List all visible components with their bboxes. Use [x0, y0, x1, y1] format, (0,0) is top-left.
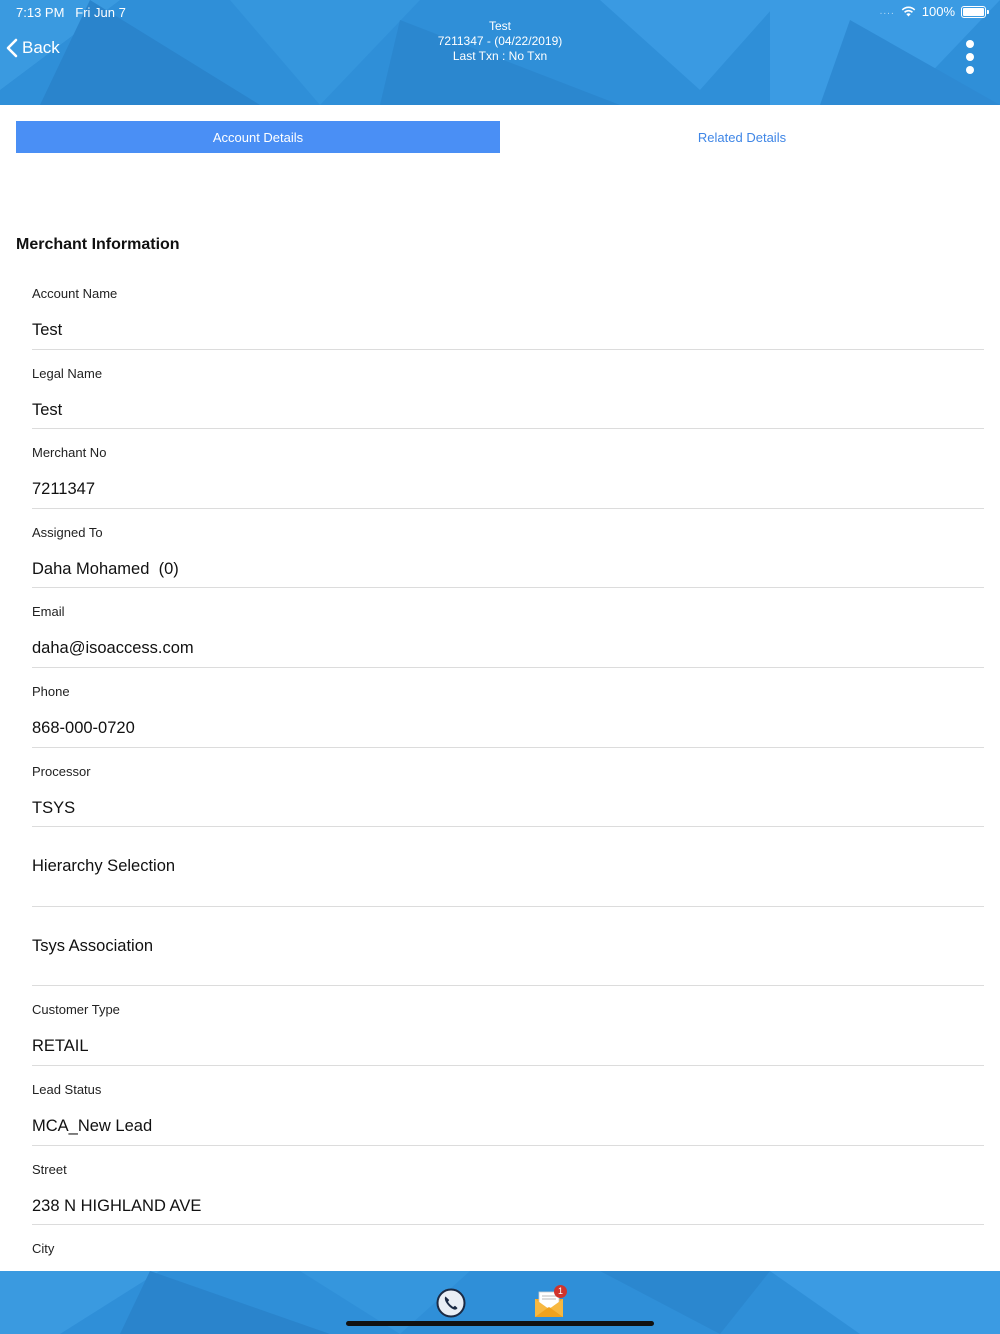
field-value: 7211347 — [32, 480, 96, 499]
field-value: Test — [32, 400, 63, 419]
call-button[interactable] — [436, 1288, 466, 1318]
tab-account-details[interactable]: Account Details — [16, 121, 500, 153]
field-label: Customer Type — [32, 1002, 120, 1018]
battery-icon — [961, 6, 986, 18]
field-street[interactable] — [32, 1146, 984, 1226]
field-label: Assigned To — [32, 524, 103, 540]
field-processor[interactable] — [32, 748, 984, 828]
header-subtitle: 7211347 - (04/22/2019) — [437, 34, 563, 48]
phone-icon — [436, 1288, 466, 1318]
field-label: Email — [32, 604, 65, 620]
field-assigned-to[interactable] — [32, 509, 984, 589]
field-label: Processor — [32, 763, 91, 779]
field-value: Daha Mohamed (0) — [32, 559, 179, 578]
field-account-name[interactable] — [32, 270, 984, 350]
field-value: 868-000-0720 — [32, 718, 135, 737]
field-legal-name[interactable] — [32, 350, 984, 430]
field-value: RETAIL — [32, 1037, 89, 1056]
field-label: Account Name — [32, 286, 118, 301]
field-value: Test — [32, 321, 63, 339]
status-indicators — [880, 4, 986, 19]
header-title: Test — [488, 19, 511, 33]
field-email[interactable] — [32, 588, 984, 668]
wifi-icon — [901, 6, 916, 17]
mail-badge: 1 — [554, 1285, 567, 1298]
back-button[interactable] — [6, 38, 60, 58]
field-value: Tsys Association — [32, 936, 154, 955]
mail-button[interactable] — [534, 1287, 566, 1319]
more-menu-button[interactable] — [960, 40, 980, 74]
field-label: Legal Name — [32, 365, 103, 381]
field-label: Merchant No — [32, 445, 107, 461]
field-label: Phone — [32, 683, 70, 699]
back-label: Back — [22, 38, 60, 57]
chevron-left-icon — [6, 38, 18, 58]
tab-bar — [16, 121, 984, 153]
field-label: City — [32, 1241, 55, 1257]
more-vertical-icon — [966, 40, 974, 48]
status-time — [16, 5, 126, 20]
section-title: Merchant Information — [16, 236, 180, 253]
field-value: 238 N HIGHLAND AVE — [32, 1196, 202, 1215]
field-value: Hierarchy Selection — [32, 857, 176, 876]
field-value: MCA_New Lead — [32, 1116, 153, 1135]
home-indicator — [346, 1321, 654, 1326]
header-title-block — [300, 19, 700, 64]
field-merchant-no[interactable] — [32, 429, 984, 509]
field-lead-status[interactable] — [32, 1066, 984, 1146]
field-value: TSYS — [32, 798, 76, 817]
field-value: daha@isoaccess.com — [32, 639, 194, 658]
field-customer-type[interactable] — [32, 986, 984, 1066]
header — [0, 0, 1000, 105]
signal-icon: .... — [879, 6, 895, 17]
header-last-txn: Last Txn : No Txn — [452, 49, 548, 63]
bottom-toolbar — [0, 1271, 1000, 1334]
field-hierarchy-selection[interactable] — [32, 827, 984, 907]
field-phone[interactable] — [32, 668, 984, 748]
tab-related-details[interactable]: Related Details — [500, 121, 984, 153]
battery-percent: 100% — [921, 4, 955, 19]
field-label: Lead Status — [32, 1081, 102, 1097]
status-time-text: 7:13 PM — [16, 5, 65, 20]
field-tsys-association[interactable] — [32, 907, 984, 987]
status-date-text: Fri Jun 7 — [75, 5, 126, 20]
field-label: Street — [32, 1161, 67, 1177]
merchant-fields — [32, 270, 984, 1305]
